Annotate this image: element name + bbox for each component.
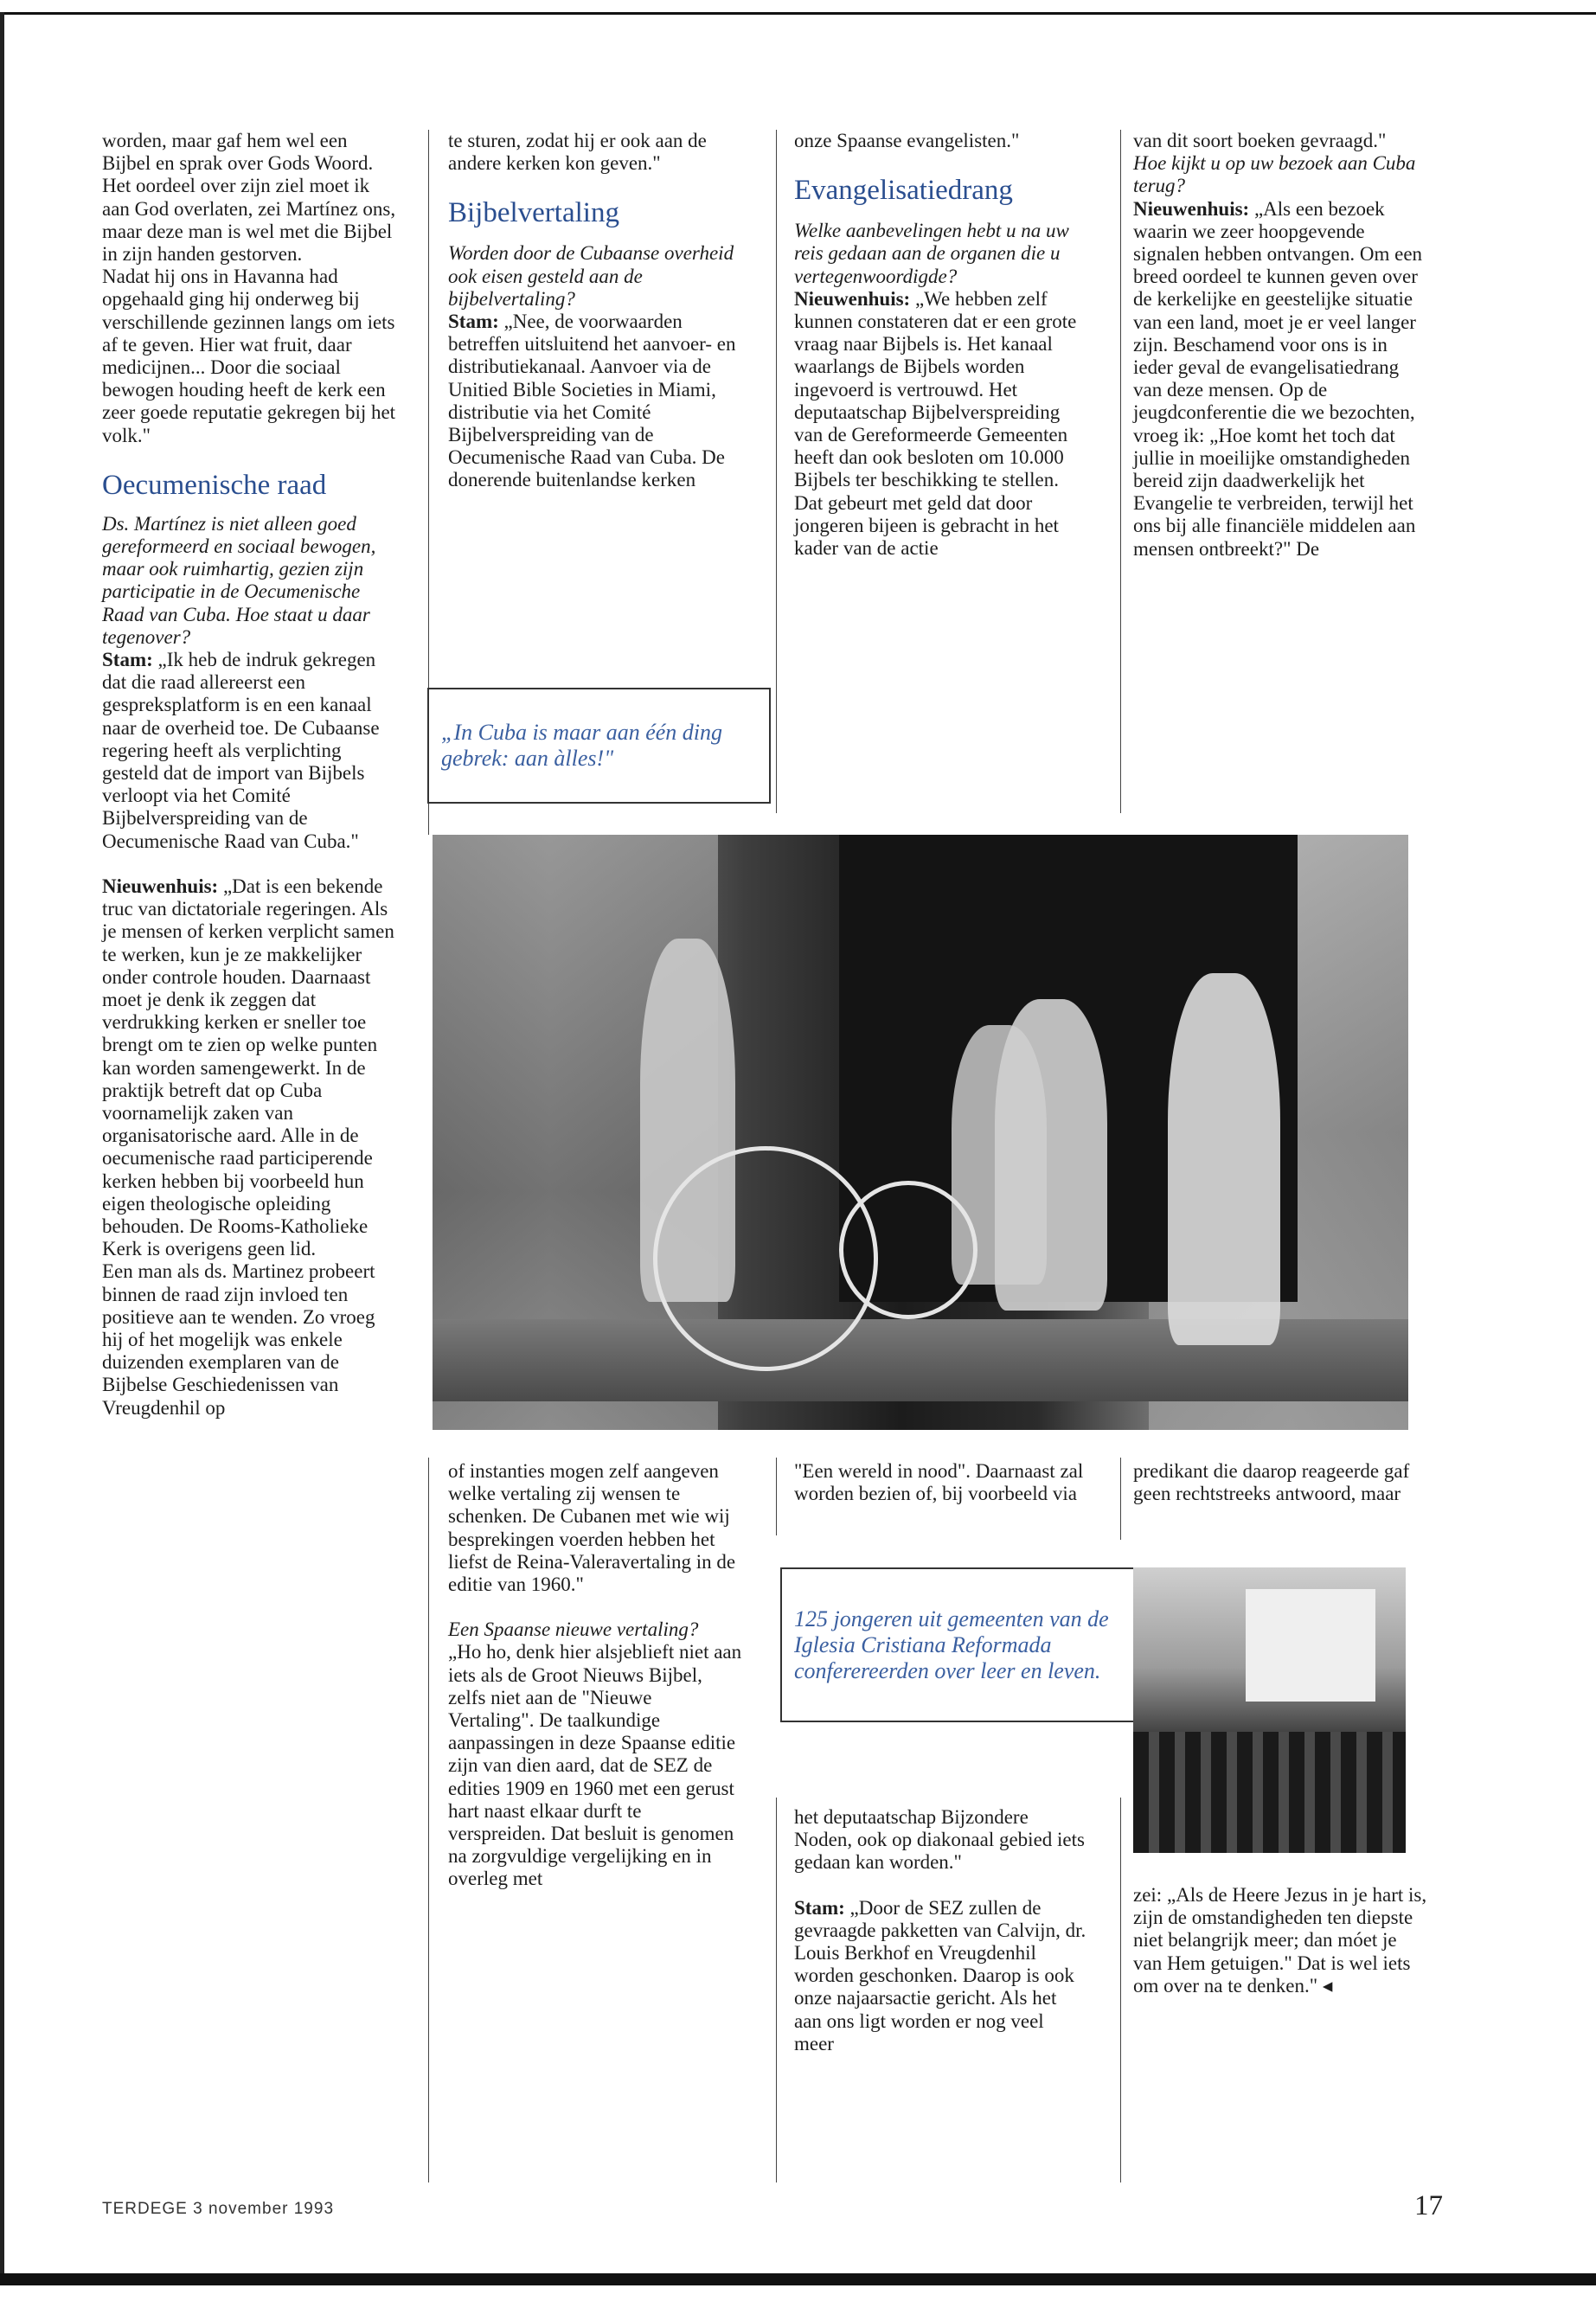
column-rule	[428, 1458, 429, 2182]
interview-answer: „Ho ho, denk hier alsjeblieft niet aan iets als de Groot Nieuws Bijbel, zelfs niet aan de "Nieuwe Vertaling". De taalkundige aanpassingen in deze Spaanse editie zijn van dien aard, dat de SEZ de edities 1909 en 1960 met een gerust hart naast elkaar durft te verspreiden. Dat besluit is genomen na zorgvuldige vergelijking en in overleg met	[448, 1641, 742, 1890]
photo-youth-conference	[1133, 1567, 1406, 1853]
paragraph: "Een wereld in nood". Daarnaast zal worden bezien of, bij voorbeeld via	[794, 1460, 1084, 1505]
top-rule	[0, 12, 1596, 15]
paragraph: het deputaatschap Bijzondere Noden, ook op diakonaal gebied iets gedaan kan worden."	[794, 1806, 1085, 1874]
answer-text: „Als een bezoek waarin we zeer hoopgevende signalen hebben ontvangen. Om een breed oordeel te kunnen geven over de kerkelijke en geestelijke situatie van een land, moet je er veel langer zijn. Beschamend voor ons is in ieder geval de evangelisatiedrang van deze mensen. Op de jeugdconferentie die we bezochten, vroeg ik: „Hoe komt het toch dat jullie in moeilijke omstandigheden bereid zijn daadwerkelijk het Evangelie te verbreiden, terwijl het ons bij alle financiële middelen aan mensen ontbreekt?" De	[1133, 197, 1423, 560]
interview-answer	[1133, 198, 1427, 561]
answer-text: „Ik heb de indruk gekregen dat die raad allereerst een gespreksplatform is en een kanaal naar de overheid toe. De Cubaanse regering heeft als verplichting gesteld dat de import van Bijbels verloopt via het Comité Bijbelverspreiding van de Oecumenische Raad van Cuba."	[102, 649, 380, 852]
paragraph: predikant die daarop reageerde gaf geen rechtstreeks antwoord, maar	[1133, 1460, 1410, 1505]
interview-answer	[448, 311, 742, 492]
section-heading-bijbelvertaling: Bijbelvertaling	[448, 197, 619, 229]
column-4-bottom-a	[1133, 1460, 1427, 1505]
pull-quote-cuba: „In Cuba is maar aan één ding gebrek: aan àlles!"	[427, 688, 771, 804]
answer-text: „Dat is een bekende truc van dictatoriale regeringen. Als je mensen of kerken verplicht samen te werken, kun je ze makkelijker onder controle houden. Daarnaast moet je denk ik zeggen dat verdrukking kerken er sneller toe brengt om te zien op welke punten kan worden samengewerkt. In de praktijk betreft dat op Cuba voornamelijk zaken van organisatorische aard. Alle in de oecumenische raad participerende kerken hebben bij voorbeeld hun eigen theologische opleiding behouden. De Rooms-Katholieke Kerk is overigens geen lid.	[102, 875, 394, 1260]
column-rule	[776, 130, 777, 813]
left-edge-bar	[0, 12, 4, 2273]
column-rule	[1120, 1798, 1121, 2182]
answer-text: „We hebben zelf kunnen constateren dat er een grote vraag naar Bijbels is. Het kanaal waarlangs de Bijbels worden ingevoerd is vertrouwd. Het deputaatschap Bijbelverspreiding van de Gereformeerde Gemeenten heeft dan ook besloten om 10.000 Bijbels ter beschikking te stellen. Dat gebeurt met geld dat door jongeren bijeen is gebracht in het kader van de actie	[794, 287, 1077, 560]
answer-text: „Door de SEZ zullen de gevraagde pakketten van Calvijn, dr. Louis Berkhof en Vreugdenhil worden geschonken. Daarop is ook onze najaarsactie gericht. Als het aan ons ligt worden er nog veel meer	[794, 1896, 1086, 2054]
paragraph: of instanties mogen zelf aangeven welke vertaling zij wensen te schenken. De Cubanen met wie wij besprekingen voerden hebben het liefst de Reina-Valeravertaling in de editie van 1960."	[448, 1460, 736, 1596]
speaker-label: Nieuwenhuis:	[1133, 197, 1250, 220]
person-seated	[995, 999, 1107, 1311]
column-3-bottom-a	[794, 1460, 1088, 1505]
interview-answer	[102, 875, 396, 1260]
photo-family-wheelchair	[433, 835, 1408, 1430]
publication-footer: TERDEGE 3 november 1993	[102, 2200, 335, 2218]
column-rule	[776, 1458, 777, 1535]
speaker-label: Stam:	[102, 649, 153, 671]
column-3-top	[794, 130, 1088, 560]
section-heading-oecumenische-raad: Oecumenische raad	[102, 469, 327, 501]
page-number: 17	[1414, 2190, 1443, 2221]
interview-question: Een Spaanse nieuwe vertaling?	[448, 1618, 699, 1641]
answer-text: „Nee, de voorwaarden betreffen uitsluitend het aanvoer- en distributiekanaal. Aanvoer via de Unitied Bible Societies in Miami, distributie via het Comité Bijbelverspreiding van de Oecumenische Raad van Cuba. De donerende buitenlandse kerken	[448, 311, 736, 491]
interview-answer	[102, 649, 396, 853]
column-rule	[1120, 130, 1121, 813]
paragraph: onze Spaanse evangelisten."	[794, 130, 1020, 151]
speaker-label: Nieuwenhuis:	[794, 287, 911, 310]
speaker-label: Stam:	[448, 311, 499, 333]
column-2-top	[448, 130, 742, 492]
column-1	[102, 130, 396, 1420]
interview-question: Worden door de Cubaanse overheid ook eisen gesteld aan de bijbelvertaling?	[448, 242, 734, 310]
interview-answer	[794, 1897, 1088, 2055]
column-rule	[776, 1798, 777, 2182]
column-3-bottom-b	[794, 1806, 1088, 2055]
pull-quote-jongeren: 125 jongeren uit gemeenten van de Iglesia Cristiana Reformada conferereerden over leer en leven.	[780, 1567, 1145, 1722]
column-4-bottom-b	[1133, 1884, 1427, 1997]
interview-question: Ds. Martínez is niet alleen goed gereformeerd en sociaal bewogen, maar ook ruimhartig, gezien zijn participatie in de Oecumenische Raad van Cuba. Hoe staat u daar tegenover?	[102, 512, 376, 648]
bottom-rule	[0, 2273, 1596, 2285]
column-rule	[1120, 1458, 1121, 1540]
speaker-label: Nieuwenhuis:	[102, 875, 219, 897]
speaker-label: Stam:	[794, 1896, 845, 1919]
woman-in-dress	[1168, 973, 1280, 1345]
paragraph: van dit soort boeken gevraagd."	[1133, 130, 1387, 151]
interview-answer	[794, 288, 1088, 560]
paragraph: Een man als ds. Martinez probeert binnen de raad zijn invloed ten positieve aan te wenden. Zo vroeg hij of het mogelijk was enkele duizenden exemplaren van de Bijbelse Geschiedenissen van Vreugdenhil op	[102, 1260, 375, 1419]
paragraph: worden, maar gaf hem wel een Bijbel en sprak over Gods Woord. Het oordeel over zijn ziel moet ik aan God overlaten, zei Martínez ons, maar deze man is wel met die Bijbel in zijn handen gestorven.	[102, 130, 396, 266]
column-4-top	[1133, 130, 1427, 561]
paragraph: Nadat hij ons in Havanna had opgehaald ging hij onderweg bij verschillende gezinnen langs om iets af te geven. Hier wat fruit, daar medicijnen... Door die sociaal bewogen houding heeft de kerk een zeer goede reputatie gekregen bij het volk."	[102, 266, 396, 446]
wheelchair-wheel	[839, 1181, 977, 1319]
paragraph: zei: „Als de Heere Jezus in je hart is, zijn de omstandigheden ten diepste niet belangrijk meer; dan móet je van Hem getuigen." Dat is wel iets om over na te denken." ◂	[1133, 1884, 1427, 1997]
section-heading-evangelisatiedrang: Evangelisatiedrang	[794, 175, 1013, 207]
column-2-bottom	[448, 1460, 742, 1891]
paragraph: te sturen, zodat hij er ook aan de andere kerken kon geven."	[448, 130, 707, 175]
interview-question: Hoe kijkt u op uw bezoek aan Cuba terug?	[1133, 152, 1416, 197]
interview-question: Welke aanbevelingen hebt u na uw reis gedaan aan de organen die u vertegenwoordigde?	[794, 220, 1069, 287]
